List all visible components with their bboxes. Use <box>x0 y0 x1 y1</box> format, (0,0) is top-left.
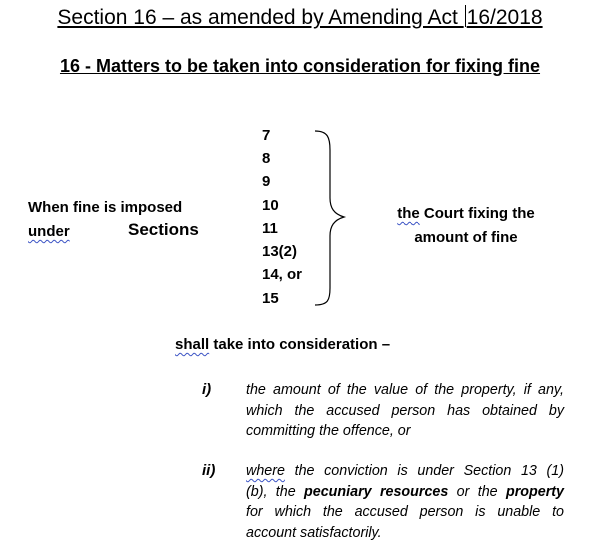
item-line: for which the accused person is unable to <box>246 504 564 520</box>
left-clause-line1: When fine is imposed <box>28 199 183 216</box>
section-number: 13(2) <box>262 243 298 260</box>
where-word: where <box>246 463 285 479</box>
consideration-line <box>175 336 390 353</box>
section-subtitle: 16 - Matters to be taken into consideration for fixing fine <box>59 56 541 76</box>
section-number: 10 <box>262 197 279 214</box>
under-word: under <box>28 223 70 240</box>
pecuniary-resources-bold: pecuniary resources <box>304 483 449 500</box>
item-line-rest: the conviction is under Section 13 (1) <box>284 463 564 479</box>
section-title <box>0 5 600 31</box>
right-curly-brace <box>312 128 352 308</box>
section-number: 8 <box>262 150 271 167</box>
the-word: the <box>397 205 420 222</box>
item-line <box>246 461 564 482</box>
item-line <box>246 482 564 503</box>
left-clause-under <box>28 222 70 242</box>
consideration-line-rest: take into consideration – <box>209 336 391 353</box>
item-line: the amount of the value of the property, if any, <box>246 382 564 398</box>
item-line: committing the offence, or <box>246 423 411 439</box>
property-bold: property <box>506 483 564 500</box>
item-marker: ii) <box>202 462 216 479</box>
item-marker: i) <box>202 381 212 398</box>
left-clause-sections: Sections <box>128 220 199 239</box>
item-line: which the accused person has obtained by <box>246 402 564 419</box>
section-number: 7 <box>262 127 271 144</box>
section-number: 15 <box>262 290 279 307</box>
item-text <box>246 380 564 442</box>
text-cursor <box>465 5 466 27</box>
shall-word: shall <box>175 336 210 353</box>
right-clause-line2: amount of fine <box>414 229 518 246</box>
section-number: 14, or <box>262 266 303 283</box>
item-text <box>246 461 564 543</box>
right-clause-line1 <box>381 204 551 224</box>
item-text-fragment: or the <box>448 483 506 500</box>
section-title-act-number: 16/2018 <box>466 6 543 29</box>
section-number: 9 <box>262 173 271 190</box>
section-number: 11 <box>262 220 278 237</box>
item-line: account satisfactorily. <box>246 524 382 541</box>
section-title-text: Section 16 – as amended by Amending Act <box>57 6 464 29</box>
item-text-fragment: (b), the <box>246 483 305 500</box>
right-clause-line1-rest: Court fixing the <box>419 205 535 222</box>
